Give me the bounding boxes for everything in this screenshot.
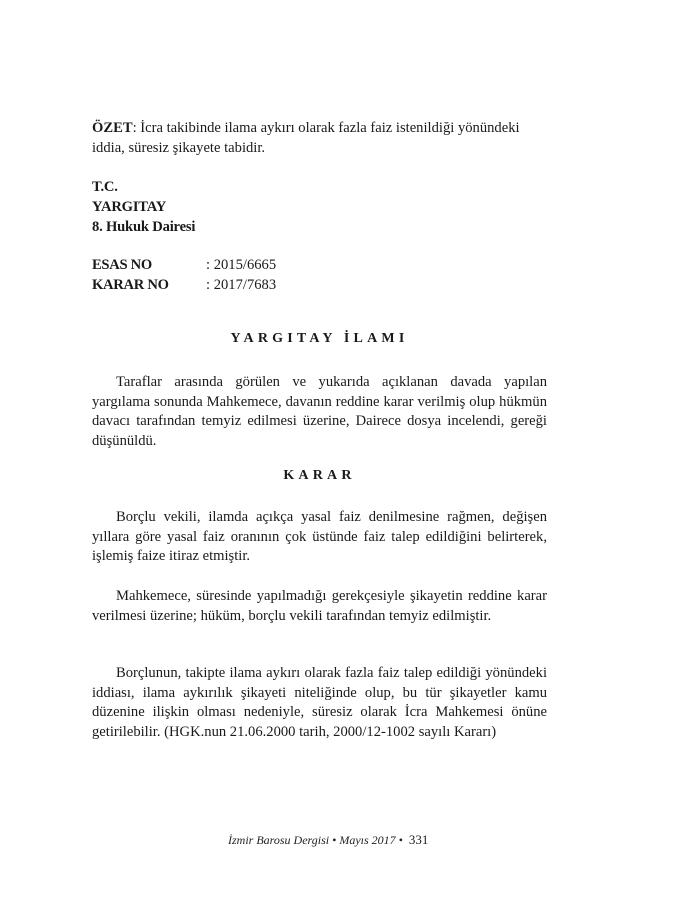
karar-label: KARAR NO (92, 277, 169, 293)
esas-label: ESAS NO (92, 257, 152, 273)
paragraph-court-decision: Mahkemece, süresinde yapılmadığı gerekçesiyle şikayetin reddine karar verilmesi üzerine; hüküm, borçlu vekili tarafından temyiz edilmiştir. (92, 588, 547, 624)
page-footer (228, 832, 428, 848)
esas-row (92, 255, 547, 275)
court-header (92, 178, 547, 237)
esas-value: : 2015/6665 (206, 257, 277, 273)
summary-label: ÖZET (92, 120, 133, 136)
case-numbers (92, 255, 547, 295)
heading-karar: KARAR (283, 468, 356, 483)
page-number: 331 (408, 832, 429, 847)
paragraph-debtor-claim: Borçlu vekili, ilamda açıkça yasal faiz denilmesine rağmen, değişen yıllara göre yasal faiz oranının çok üstünde faiz talep edildiğini belirterek, işlemiş faize itiraz etmiştir. (92, 509, 547, 564)
karar-row (92, 275, 547, 295)
heading-yargitay-ilami: YARGITAY İLAMI (230, 331, 409, 346)
court-name: YARGITAY (92, 198, 167, 215)
court-country: T.C. (92, 179, 118, 195)
karar-value: : 2017/7683 (206, 277, 277, 293)
summary-paragraph (92, 119, 547, 158)
court-chamber: 8. Hukuk Dairesi (92, 218, 196, 235)
summary-text: : İcra takibinde ilama aykırı olarak fazla faiz istenildiği yönündeki iddia, süresiz şikayete tabidir. (92, 120, 520, 156)
paragraph-proceedings: Taraflar arasında görülen ve yukarıda açıklanan davada yapılan yargılama sonunda Mahkemece, davanın reddine karar verilmiş olup hükmün davacı tarafından temyiz edilmesi üzerine, Dairece dosya incelendi, gereği düşünüldü. (92, 374, 547, 449)
journal-name: İzmir Barosu Dergisi • Mayıs 2017 • (228, 833, 403, 847)
paragraph-ruling: Borçlunun, takipte ilama aykırı olarak fazla faiz talep edildiği yönündeki iddiası, ilama aykırılık şikayeti niteliğinde olup, bu tür şikayetler kamu düzenine ilişkin olması nedeniyle, süresiz olarak İcra Mahkemesi önüne getirilebilir. (HGK.nun 21.06.2000 tarih, 2000/12-1002 sayılı Kararı) (92, 665, 547, 740)
